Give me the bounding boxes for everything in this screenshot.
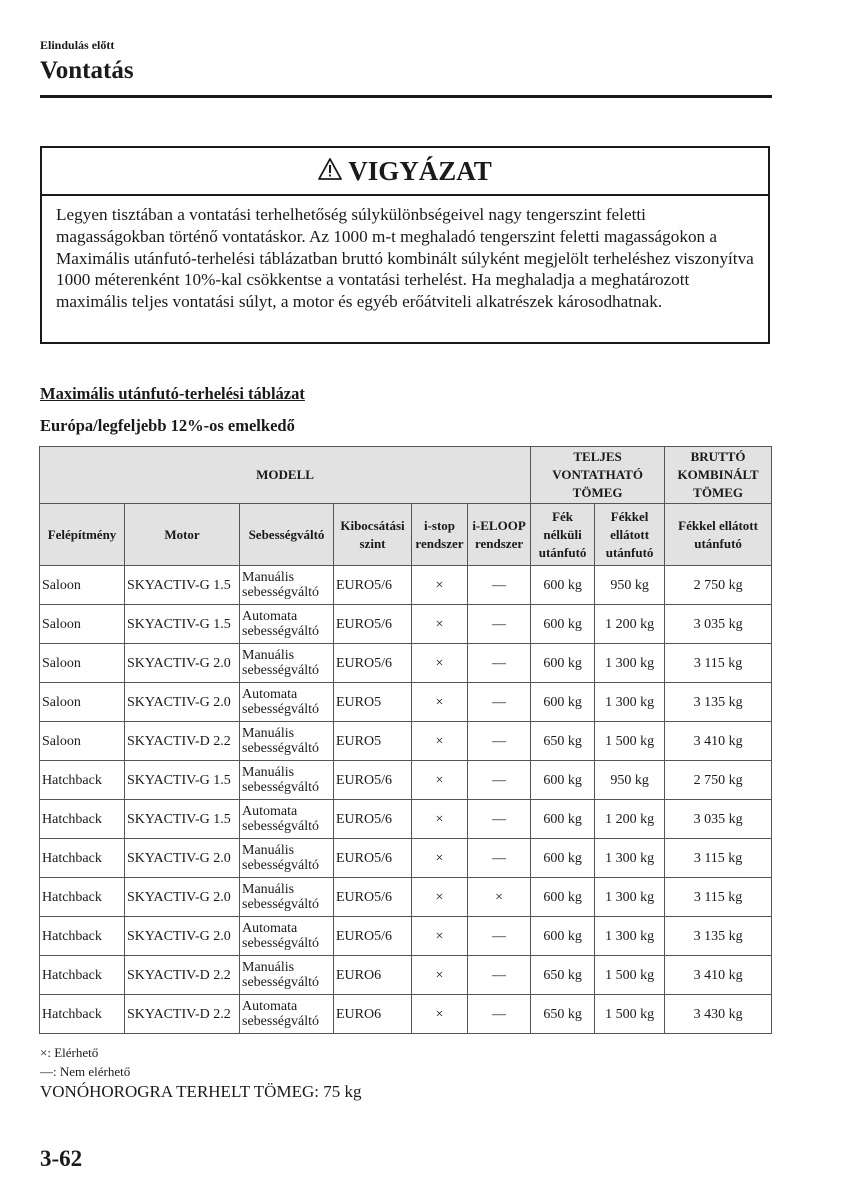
cell-gross: 3 035 kg: [665, 605, 772, 644]
cell-emission: EURO5: [334, 722, 412, 761]
hitch-load: VONÓHOROGRA TERHELT TÖMEG: 75 kg: [40, 1082, 362, 1101]
col-body: Felépítmény: [40, 504, 125, 566]
cell-istop: ×: [412, 956, 468, 995]
cell-emission: EURO5/6: [334, 839, 412, 878]
cell-ieloop: —: [468, 683, 531, 722]
cell-transmission: Manuális sebességváltó: [240, 878, 334, 917]
cell-no-brake: 600 kg: [531, 683, 595, 722]
cell-motor: SKYACTIV-G 2.0: [125, 644, 240, 683]
cell-ieloop: —: [468, 644, 531, 683]
warning-box: [40, 146, 770, 344]
cell-body: Hatchback: [40, 800, 125, 839]
cell-transmission: Automata sebességváltó: [240, 605, 334, 644]
title-divider: [40, 95, 772, 98]
cell-ieloop: —: [468, 761, 531, 800]
cell-ieloop: —: [468, 956, 531, 995]
cell-gross: 3 135 kg: [665, 917, 772, 956]
cell-gross: 3 035 kg: [665, 800, 772, 839]
cell-istop: ×: [412, 761, 468, 800]
cell-ieloop: —: [468, 839, 531, 878]
warning-text: Legyen tisztában a vontatási terhelhetőség súlykülönbségeivel nagy tengerszint feletti magasságokban történő vontatáskor. Az 1000 m-t meghaladó tengerszint feletti magasságokon a Maximális utánfutó-terhelési táblázatban bruttó kombinált súlyként megjelölt terheléshez viszonyítva 1000 méterenként 10%-kal csökkentse a vontatási terhelést. Ha meghaladja a meghatározott maximális teljes vontatási súlyt, a motor és egyéb erőátviteli alkatrészek károsodhatnak.: [56, 205, 754, 312]
page-number: 3-62: [40, 1146, 83, 1171]
cell-body: Saloon: [40, 683, 125, 722]
cell-motor: SKYACTIV-G 1.5: [125, 605, 240, 644]
cell-no-brake: 600 kg: [531, 839, 595, 878]
cell-istop: ×: [412, 566, 468, 605]
cell-motor: SKYACTIV-D 2.2: [125, 995, 240, 1034]
cell-emission: EURO5/6: [334, 566, 412, 605]
cell-braked: 950 kg: [595, 761, 665, 800]
cell-emission: EURO6: [334, 995, 412, 1034]
cell-braked: 1 300 kg: [595, 644, 665, 683]
legend-not-available: —: Nem elérhető: [40, 1064, 131, 1079]
cell-braked: 1 200 kg: [595, 800, 665, 839]
cell-transmission: Automata sebességváltó: [240, 800, 334, 839]
legend-available: ×: Elérhető: [40, 1045, 99, 1060]
cell-istop: ×: [412, 605, 468, 644]
cell-no-brake: 600 kg: [531, 761, 595, 800]
cell-transmission: Automata sebességváltó: [240, 917, 334, 956]
cell-motor: SKYACTIV-G 2.0: [125, 839, 240, 878]
cell-motor: SKYACTIV-D 2.2: [125, 722, 240, 761]
cell-motor: SKYACTIV-D 2.2: [125, 956, 240, 995]
cell-ieloop: —: [468, 800, 531, 839]
table-row: [40, 956, 772, 995]
cell-body: Saloon: [40, 722, 125, 761]
cell-motor: SKYACTIV-G 2.0: [125, 878, 240, 917]
cell-no-brake: 600 kg: [531, 917, 595, 956]
cell-emission: EURO5/6: [334, 800, 412, 839]
header-total-towing: TELJES VONTATHATÓ TÖMEG: [531, 447, 665, 504]
towing-table: [39, 446, 772, 1034]
cell-braked: 950 kg: [595, 566, 665, 605]
cell-istop: ×: [412, 722, 468, 761]
cell-body: Saloon: [40, 644, 125, 683]
cell-transmission: Manuális sebességváltó: [240, 644, 334, 683]
table-subtitle: Európa/legfeljebb 12%-os emelkedő: [40, 416, 295, 435]
cell-ieloop: —: [468, 605, 531, 644]
cell-ieloop: —: [468, 917, 531, 956]
cell-transmission: Manuális sebességváltó: [240, 566, 334, 605]
table-row: [40, 878, 772, 917]
table-row: [40, 644, 772, 683]
table-row: [40, 917, 772, 956]
cell-body: Hatchback: [40, 761, 125, 800]
cell-transmission: Manuális sebességváltó: [240, 722, 334, 761]
cell-transmission: Automata sebességváltó: [240, 995, 334, 1034]
cell-ieloop: —: [468, 566, 531, 605]
cell-braked: 1 500 kg: [595, 995, 665, 1034]
cell-istop: ×: [412, 917, 468, 956]
cell-transmission: Manuális sebességváltó: [240, 956, 334, 995]
cell-ieloop: —: [468, 995, 531, 1034]
cell-motor: SKYACTIV-G 1.5: [125, 761, 240, 800]
cell-transmission: Manuális sebességváltó: [240, 761, 334, 800]
cell-no-brake: 650 kg: [531, 995, 595, 1034]
cell-braked: 1 500 kg: [595, 956, 665, 995]
table-row: [40, 722, 772, 761]
cell-transmission: Automata sebességváltó: [240, 683, 334, 722]
section-label: Elindulás előtt: [40, 38, 115, 52]
cell-braked: 1 300 kg: [595, 917, 665, 956]
cell-emission: EURO5/6: [334, 605, 412, 644]
cell-body: Saloon: [40, 566, 125, 605]
cell-gross: 3 430 kg: [665, 995, 772, 1034]
cell-no-brake: 600 kg: [531, 566, 595, 605]
cell-istop: ×: [412, 683, 468, 722]
cell-motor: SKYACTIV-G 1.5: [125, 800, 240, 839]
cell-braked: 1 200 kg: [595, 605, 665, 644]
header-gross: BRUTTÓ KOMBINÁLT TÖMEG: [665, 447, 772, 504]
header-model: MODELL: [40, 447, 531, 504]
warning-triangle-icon: [318, 156, 348, 187]
cell-emission: EURO5/6: [334, 644, 412, 683]
cell-motor: SKYACTIV-G 2.0: [125, 917, 240, 956]
table-row: [40, 566, 772, 605]
cell-braked: 1 500 kg: [595, 722, 665, 761]
cell-body: Saloon: [40, 605, 125, 644]
col-ieloop: i-ELOOP rendszer: [468, 504, 531, 566]
cell-no-brake: 600 kg: [531, 605, 595, 644]
col-emission: Kibocsátási szint: [334, 504, 412, 566]
table-row: [40, 761, 772, 800]
cell-braked: 1 300 kg: [595, 839, 665, 878]
col-no-brake: Fék nélküli utánfutó: [531, 504, 595, 566]
cell-no-brake: 600 kg: [531, 800, 595, 839]
cell-emission: EURO5/6: [334, 761, 412, 800]
table-row: [40, 800, 772, 839]
table-row: [40, 605, 772, 644]
cell-gross: 3 410 kg: [665, 722, 772, 761]
cell-gross: 3 115 kg: [665, 644, 772, 683]
cell-transmission: Manuális sebességváltó: [240, 839, 334, 878]
table-row: [40, 839, 772, 878]
cell-motor: SKYACTIV-G 1.5: [125, 566, 240, 605]
page-title: Vontatás: [40, 57, 134, 84]
cell-gross: 3 115 kg: [665, 878, 772, 917]
cell-istop: ×: [412, 995, 468, 1034]
cell-no-brake: 650 kg: [531, 722, 595, 761]
cell-istop: ×: [412, 839, 468, 878]
cell-gross: 3 135 kg: [665, 683, 772, 722]
cell-no-brake: 650 kg: [531, 956, 595, 995]
cell-no-brake: 600 kg: [531, 878, 595, 917]
cell-body: Hatchback: [40, 956, 125, 995]
cell-ieloop: ×: [468, 878, 531, 917]
table-row: [40, 683, 772, 722]
cell-emission: EURO5/6: [334, 878, 412, 917]
cell-emission: EURO5: [334, 683, 412, 722]
table-row: [40, 995, 772, 1034]
col-gross-braked: Fékkel ellátott utánfutó: [665, 504, 772, 566]
table-title: Maximális utánfutó-terhelési táblázat: [40, 384, 305, 403]
cell-gross: 3 115 kg: [665, 839, 772, 878]
cell-istop: ×: [412, 800, 468, 839]
cell-istop: ×: [412, 644, 468, 683]
cell-body: Hatchback: [40, 878, 125, 917]
cell-emission: EURO6: [334, 956, 412, 995]
cell-body: Hatchback: [40, 839, 125, 878]
cell-braked: 1 300 kg: [595, 878, 665, 917]
cell-body: Hatchback: [40, 917, 125, 956]
cell-braked: 1 300 kg: [595, 683, 665, 722]
warning-title: VIGYÁZAT: [348, 155, 492, 186]
cell-istop: ×: [412, 878, 468, 917]
col-istop: i-stop rendszer: [412, 504, 468, 566]
col-transmission: Sebességváltó: [240, 504, 334, 566]
cell-motor: SKYACTIV-G 2.0: [125, 683, 240, 722]
cell-gross: 3 410 kg: [665, 956, 772, 995]
warning-header: [42, 148, 768, 196]
cell-emission: EURO5/6: [334, 917, 412, 956]
cell-gross: 2 750 kg: [665, 566, 772, 605]
col-braked: Fékkel ellátott utánfutó: [595, 504, 665, 566]
cell-gross: 2 750 kg: [665, 761, 772, 800]
cell-no-brake: 600 kg: [531, 644, 595, 683]
cell-ieloop: —: [468, 722, 531, 761]
col-motor: Motor: [125, 504, 240, 566]
cell-body: Hatchback: [40, 995, 125, 1034]
